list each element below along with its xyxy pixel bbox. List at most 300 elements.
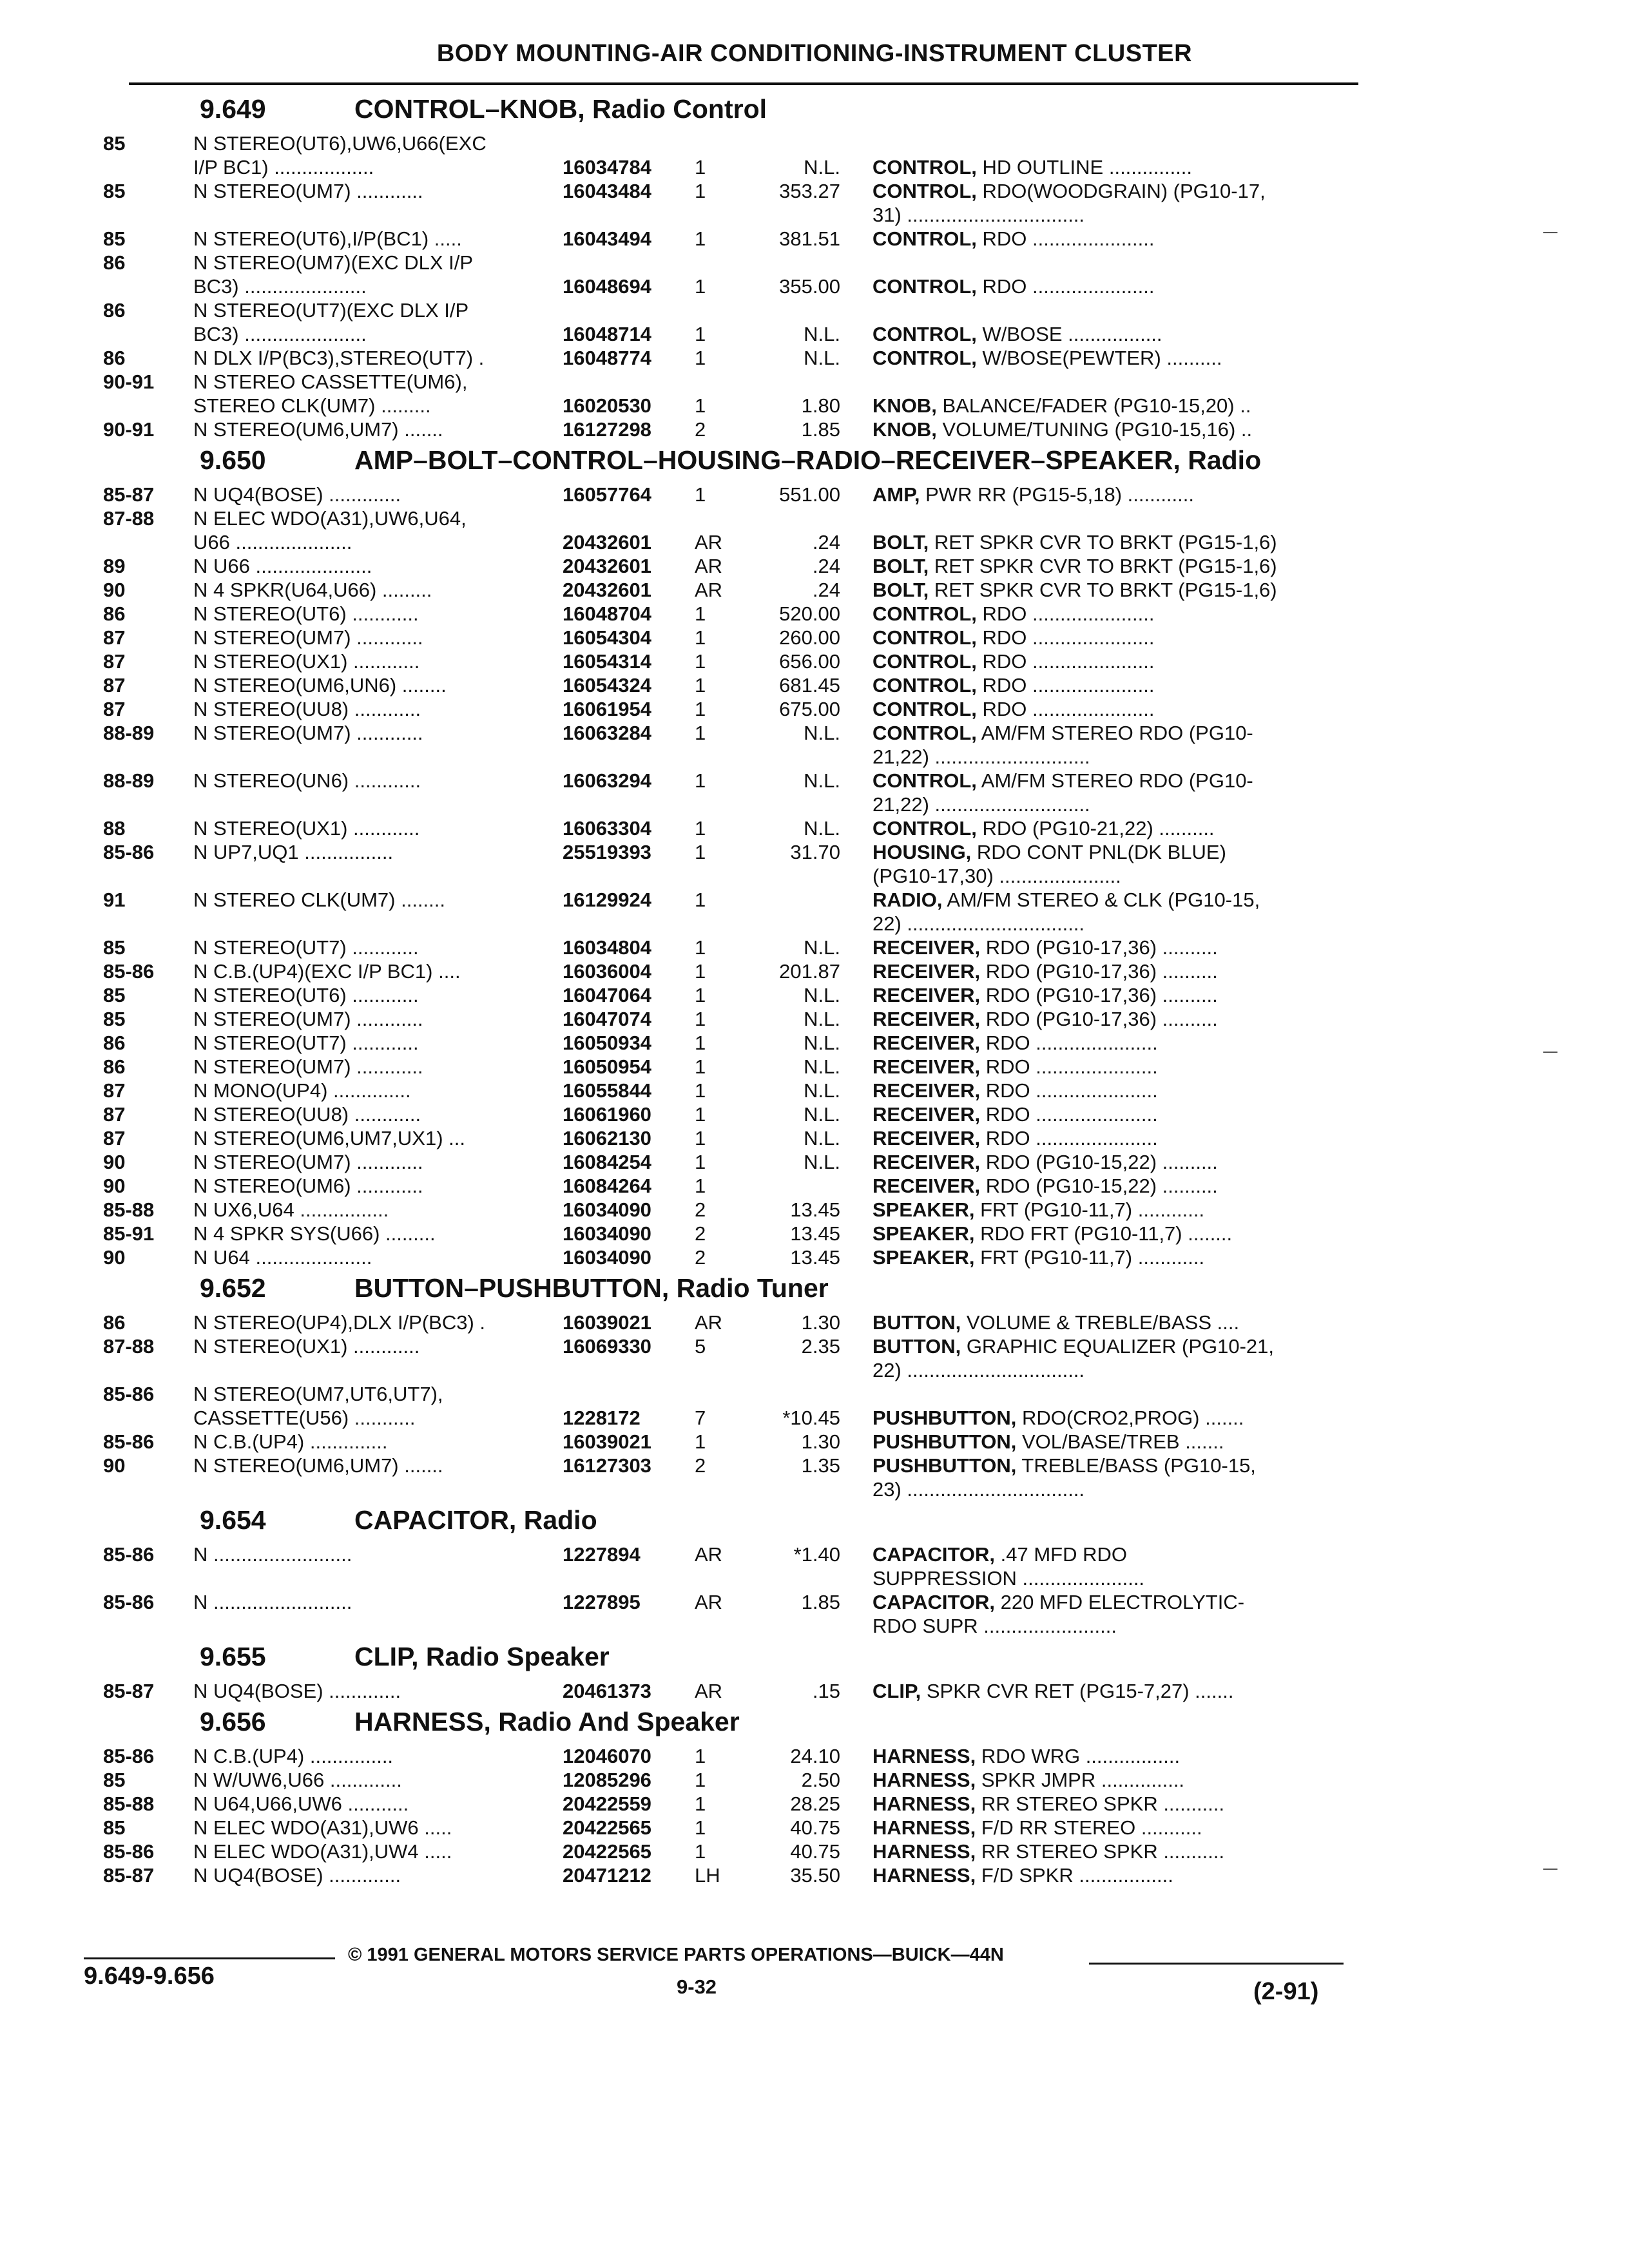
part-name-noun: RECEIVER, xyxy=(872,1079,981,1102)
header-rule xyxy=(129,82,1358,85)
part-name xyxy=(840,370,1379,418)
model-year: 85-86 xyxy=(103,841,155,863)
quantity: 1 xyxy=(695,1175,706,1197)
usage-description: N W/UW6,U66 ............. xyxy=(193,1769,402,1791)
part-name-detail: GRAPHIC EQUALIZER (PG10-21, 22) ................................ xyxy=(872,1335,1275,1381)
section-9-650 xyxy=(103,445,1379,1269)
part-name-noun: CAPACITOR, xyxy=(872,1543,996,1566)
part-row xyxy=(103,840,1379,888)
quantity: 1 xyxy=(695,1151,706,1173)
part-name xyxy=(840,483,1379,506)
parts-list xyxy=(103,90,1379,1887)
usage-description: N 4 SPKR(U64,U66) ......... xyxy=(193,579,432,601)
quantity: 1 xyxy=(695,650,706,673)
footer-revision: (2-91) xyxy=(1253,1978,1319,2005)
price: 1.85 xyxy=(801,1591,840,1613)
part-row xyxy=(103,673,1379,697)
price: 40.75 xyxy=(790,1840,840,1863)
price: .24 xyxy=(812,531,840,553)
part-name-noun: BUTTON, xyxy=(872,1311,961,1334)
part-name-noun: RECEIVER, xyxy=(872,1175,981,1197)
usage-description: N DLX I/P(BC3),STEREO(UT7) . xyxy=(193,347,485,369)
quantity: 1 xyxy=(695,1769,706,1791)
part-name xyxy=(840,1768,1379,1792)
part-name-detail: VOLUME & TREBLE/BASS .... xyxy=(961,1311,1240,1334)
part-name-noun: CONTROL, xyxy=(872,156,977,178)
part-number: 16061954 xyxy=(563,698,651,720)
model-year: 86 xyxy=(103,1311,126,1334)
model-year: 87 xyxy=(103,674,126,697)
part-row xyxy=(103,1007,1379,1031)
part-number: 20432601 xyxy=(563,531,651,553)
usage-description: N STEREO(UM6,UM7,UX1) ... xyxy=(193,1127,465,1149)
section-name: HARNESS, Radio And Speaker xyxy=(354,1707,740,1736)
price: 681.45 xyxy=(779,674,840,697)
part-name xyxy=(840,346,1379,370)
usage-description: N UQ4(BOSE) ............. xyxy=(193,1864,401,1887)
usage-description: N UX6,U64 ................ xyxy=(193,1198,389,1221)
quantity: 1 xyxy=(695,1055,706,1078)
model-year: 85-86 xyxy=(103,1591,155,1613)
part-row xyxy=(103,1245,1379,1269)
part-name-noun: RECEIVER, xyxy=(872,1127,981,1149)
usage-description: N U64,U66,UW6 ........... xyxy=(193,1792,409,1815)
price: N.L. xyxy=(804,1151,840,1173)
quantity: 1 xyxy=(695,698,706,720)
model-year: 90 xyxy=(103,579,126,601)
part-row xyxy=(103,179,1379,227)
section-title xyxy=(103,445,1379,480)
quantity: AR xyxy=(695,1311,723,1334)
part-name xyxy=(840,1174,1379,1198)
part-row xyxy=(103,1792,1379,1816)
part-name-detail: RDO ...................... xyxy=(976,698,1155,720)
part-name-noun: CONTROL, xyxy=(872,275,977,298)
quantity: 2 xyxy=(695,1454,706,1477)
part-number: 20422565 xyxy=(563,1840,651,1863)
part-row xyxy=(103,1454,1379,1501)
part-number: 20432601 xyxy=(563,579,651,601)
part-number: 16129924 xyxy=(563,889,651,911)
part-name-detail: RDO (PG10-21,22) .......... xyxy=(976,817,1215,840)
usage-description: N STEREO(UT6) ............ xyxy=(193,602,419,625)
model-year: 86 xyxy=(103,347,126,369)
price: 1.85 xyxy=(801,418,840,441)
usage-description: N C.B.(UP4)(EXC I/P BC1) .... xyxy=(193,960,461,983)
part-name xyxy=(840,554,1379,578)
price: N.L. xyxy=(804,984,840,1006)
part-row xyxy=(103,1768,1379,1792)
part-number: 16039021 xyxy=(563,1430,651,1453)
part-number: 16034784 xyxy=(563,156,651,178)
page-header: BODY MOUNTING-AIR CONDITIONING-INSTRUMENT CLUSTER xyxy=(436,40,1193,67)
quantity: 1 xyxy=(695,1816,706,1839)
model-year: 87 xyxy=(103,1103,126,1126)
part-number: 16034090 xyxy=(563,1198,651,1221)
part-row xyxy=(103,251,1379,298)
part-name-detail: RET SPKR CVR TO BRKT (PG15-1,6) xyxy=(929,555,1277,577)
quantity: 1 xyxy=(695,626,706,649)
price: 2.35 xyxy=(801,1335,840,1358)
part-row xyxy=(103,554,1379,578)
model-year: 90 xyxy=(103,1454,126,1477)
model-year: 85-88 xyxy=(103,1198,155,1221)
part-number: 16063304 xyxy=(563,817,651,840)
part-name-detail: W/BOSE(PEWTER) .......... xyxy=(976,347,1222,369)
part-name-noun: CONTROL, xyxy=(872,323,977,345)
quantity: 1 xyxy=(695,960,706,983)
part-name xyxy=(840,1031,1379,1055)
usage-description: N STEREO(UU8) ............ xyxy=(193,698,421,720)
part-number: 16048774 xyxy=(563,347,651,369)
part-number: 16034090 xyxy=(563,1246,651,1269)
part-name-detail: RDO ...................... xyxy=(976,227,1155,250)
section-number: 9.654 xyxy=(200,1505,266,1535)
part-number: 20422559 xyxy=(563,1792,651,1815)
model-year: 85-86 xyxy=(103,1840,155,1863)
price: .24 xyxy=(812,555,840,577)
price: 355.00 xyxy=(779,275,840,298)
usage-description: N STEREO(UM7) ............ xyxy=(193,180,423,202)
usage-description: N STEREO(UT6),I/P(BC1) ..... xyxy=(193,227,462,250)
part-name xyxy=(840,578,1379,602)
part-number: 16063294 xyxy=(563,769,651,792)
part-name-detail: RDO ...................... xyxy=(976,602,1155,625)
quantity: 1 xyxy=(695,394,706,417)
quantity: 2 xyxy=(695,1198,706,1221)
part-name-noun: BOLT, xyxy=(872,579,929,601)
part-name-noun: RECEIVER, xyxy=(872,1151,981,1173)
part-name-noun: CONTROL, xyxy=(872,769,977,792)
model-year: 89 xyxy=(103,555,126,577)
usage-description: N STEREO(UU8) ............ xyxy=(193,1103,421,1126)
part-name-detail: RR STEREO SPKR ........... xyxy=(976,1840,1225,1863)
quantity: LH xyxy=(695,1864,720,1887)
part-row xyxy=(103,483,1379,506)
price: 1.30 xyxy=(801,1311,840,1334)
price: 201.87 xyxy=(779,960,840,983)
part-number: 16043484 xyxy=(563,180,651,202)
part-row xyxy=(103,131,1379,179)
usage-description: N STEREO(UT6) ............ xyxy=(193,984,419,1006)
price: 24.10 xyxy=(790,1745,840,1767)
part-name-noun: RECEIVER, xyxy=(872,1103,981,1126)
part-row xyxy=(103,721,1379,769)
part-name xyxy=(840,1222,1379,1245)
part-name xyxy=(840,1126,1379,1150)
quantity: 2 xyxy=(695,1246,706,1269)
model-year: 85 xyxy=(103,1816,126,1839)
part-name-detail: RDO ...................... xyxy=(976,626,1155,649)
model-year: 87-88 xyxy=(103,507,155,530)
price: N.L. xyxy=(804,1055,840,1078)
part-row xyxy=(103,1102,1379,1126)
part-name xyxy=(840,1198,1379,1222)
part-name-detail: RDO ...................... xyxy=(980,1032,1158,1054)
part-row xyxy=(103,1542,1379,1590)
price: 381.51 xyxy=(779,227,840,250)
part-name xyxy=(840,1679,1379,1703)
part-name-detail: TREBLE/BASS (PG10-15, 23) ................................ xyxy=(872,1454,1256,1501)
quantity: AR xyxy=(695,1591,723,1613)
part-name xyxy=(840,936,1379,959)
usage-description: N C.B.(UP4) ............... xyxy=(193,1745,394,1767)
quantity: 1 xyxy=(695,180,706,202)
section-name: AMP–BOLT–CONTROL–HOUSING–RADIO–RECEIVER–SPEAKER, Radio xyxy=(354,445,1262,475)
part-number: 16054324 xyxy=(563,674,651,697)
usage-description: N STEREO(UN6) ............ xyxy=(193,769,421,792)
quantity: 1 xyxy=(695,1032,706,1054)
part-name-detail: RDO ...................... xyxy=(976,275,1155,298)
usage-description: N UQ4(BOSE) ............. xyxy=(193,1680,401,1702)
part-row xyxy=(103,1334,1379,1382)
part-name-noun: CONTROL, xyxy=(872,347,977,369)
part-name xyxy=(840,649,1379,673)
model-year: 86 xyxy=(103,1055,126,1078)
price: N.L. xyxy=(804,1008,840,1030)
part-row xyxy=(103,1055,1379,1079)
price: 1.30 xyxy=(801,1430,840,1453)
usage-description: N UQ4(BOSE) ............. xyxy=(193,483,401,506)
usage-description: N STEREO(UM7) ............ xyxy=(193,1008,423,1030)
part-name xyxy=(840,626,1379,649)
quantity: AR xyxy=(695,1543,723,1566)
price: *10.45 xyxy=(782,1407,840,1429)
quantity: 1 xyxy=(695,1840,706,1863)
part-number: 16069330 xyxy=(563,1335,651,1358)
part-number: 20432601 xyxy=(563,555,651,577)
part-number: 16054314 xyxy=(563,650,651,673)
model-year: 85-88 xyxy=(103,1792,155,1815)
usage-description: N MONO(UP4) .............. xyxy=(193,1079,411,1102)
price: .24 xyxy=(812,579,840,601)
part-row xyxy=(103,602,1379,626)
section-number: 9.650 xyxy=(200,445,266,475)
part-name-detail: RDO (PG10-17,36) .......... xyxy=(980,960,1218,983)
part-name xyxy=(840,673,1379,697)
part-name xyxy=(840,1430,1379,1454)
price: N.L. xyxy=(804,156,840,178)
part-number: 16061960 xyxy=(563,1103,651,1126)
part-name-noun: BOLT, xyxy=(872,555,929,577)
model-year: 86 xyxy=(103,299,126,322)
part-row xyxy=(103,370,1379,418)
margin-mark xyxy=(1543,1052,1557,1053)
part-name-noun: CONTROL, xyxy=(872,722,977,744)
quantity: AR xyxy=(695,555,723,577)
part-row xyxy=(103,626,1379,649)
margin-mark xyxy=(1543,1869,1557,1870)
part-number: 25519393 xyxy=(563,841,651,863)
usage-description: N STEREO(UM6,UN6) ........ xyxy=(193,674,447,697)
part-number: 16050954 xyxy=(563,1055,651,1078)
quantity: 1 xyxy=(695,889,706,911)
footer-rule-left xyxy=(84,1957,335,1959)
part-row xyxy=(103,1863,1379,1887)
usage-description: N STEREO(UM7,UT6,UT7), CASSETTE(U56) ........... xyxy=(193,1383,443,1429)
part-name xyxy=(840,1744,1379,1768)
part-number: 16020530 xyxy=(563,394,651,417)
part-name-noun: CONTROL, xyxy=(872,817,977,840)
section-9-654 xyxy=(103,1505,1379,1638)
price: 353.27 xyxy=(779,180,840,202)
quantity: 1 xyxy=(695,1430,706,1453)
part-name-detail: RDO ...................... xyxy=(980,1103,1158,1126)
model-year: 86 xyxy=(103,602,126,625)
model-year: 85 xyxy=(103,984,126,1006)
part-number: 16034090 xyxy=(563,1222,651,1245)
part-name-detail: RDO (PG10-15,22) .......... xyxy=(980,1151,1218,1173)
part-name-detail: W/BOSE ................. xyxy=(976,323,1162,345)
part-name-detail: 220 MFD ELECTROLYTIC- RDO SUPR ........................ xyxy=(872,1591,1245,1637)
usage-description: N UP7,UQ1 ................ xyxy=(193,841,394,863)
model-year: 85-87 xyxy=(103,1864,155,1887)
section-title xyxy=(103,1642,1379,1677)
model-year: 87-88 xyxy=(103,1335,155,1358)
price: 260.00 xyxy=(779,626,840,649)
usage-description: N ......................... xyxy=(193,1543,352,1566)
part-number: 1227894 xyxy=(563,1543,641,1566)
part-name xyxy=(840,1311,1379,1334)
model-year: 85-87 xyxy=(103,1680,155,1702)
part-name-detail: RDO ...................... xyxy=(980,1127,1158,1149)
part-name-detail: FRT (PG10-11,7) ............ xyxy=(974,1198,1205,1221)
part-name-detail: RDO ...................... xyxy=(980,1055,1158,1078)
part-name-noun: RECEIVER, xyxy=(872,960,981,983)
model-year: 85-86 xyxy=(103,960,155,983)
part-name xyxy=(840,959,1379,983)
part-number: 16063284 xyxy=(563,722,651,744)
part-number: 12046070 xyxy=(563,1745,651,1767)
usage-description: N STEREO(UT7) ............ xyxy=(193,936,419,959)
part-name-detail: VOLUME/TUNING (PG10-15,16) .. xyxy=(936,418,1253,441)
quantity: 5 xyxy=(695,1335,706,1358)
part-name-detail: PWR RR (PG15-5,18) ............ xyxy=(920,483,1194,506)
part-row xyxy=(103,769,1379,816)
part-row xyxy=(103,936,1379,959)
price: .15 xyxy=(812,1680,840,1702)
usage-description: N STEREO(UM6) ............ xyxy=(193,1175,423,1197)
part-row xyxy=(103,1222,1379,1245)
quantity: 1 xyxy=(695,227,706,250)
part-name xyxy=(840,1334,1379,1382)
model-year: 85 xyxy=(103,227,126,250)
usage-description: N STEREO CLK(UM7) ........ xyxy=(193,889,445,911)
part-row xyxy=(103,418,1379,441)
footer-rule-right xyxy=(1089,1963,1344,1965)
part-row xyxy=(103,346,1379,370)
price: 40.75 xyxy=(790,1816,840,1839)
part-name-detail: RDO CONT PNL(DK BLUE) (PG10-17,30) ...................... xyxy=(872,841,1226,887)
model-year: 85 xyxy=(103,936,126,959)
part-row xyxy=(103,959,1379,983)
part-row xyxy=(103,1031,1379,1055)
price: N.L. xyxy=(804,323,840,345)
model-year: 91 xyxy=(103,889,126,911)
part-number: 16036004 xyxy=(563,960,651,983)
part-number: 16047064 xyxy=(563,984,651,1006)
model-year: 87 xyxy=(103,1127,126,1149)
part-name xyxy=(840,1102,1379,1126)
model-year: 90 xyxy=(103,1175,126,1197)
part-row xyxy=(103,649,1379,673)
model-year: 90 xyxy=(103,1246,126,1269)
part-row xyxy=(103,1311,1379,1334)
model-year: 85 xyxy=(103,1769,126,1791)
quantity: 7 xyxy=(695,1407,706,1429)
part-name-detail: RDO FRT (PG10-11,7) ........ xyxy=(974,1222,1233,1245)
part-name-noun: BOLT, xyxy=(872,531,929,553)
quantity: 1 xyxy=(695,1079,706,1102)
quantity: 1 xyxy=(695,1127,706,1149)
part-row xyxy=(103,1590,1379,1638)
part-name-noun: CONTROL, xyxy=(872,180,977,202)
usage-description: N ELEC WDO(A31),UW6 ..... xyxy=(193,1816,452,1839)
model-year: 86 xyxy=(103,1032,126,1054)
price: N.L. xyxy=(804,1127,840,1149)
quantity: 1 xyxy=(695,769,706,792)
part-name xyxy=(840,1079,1379,1102)
part-name-noun: RECEIVER, xyxy=(872,936,981,959)
part-row xyxy=(103,1198,1379,1222)
part-row xyxy=(103,1150,1379,1174)
usage-description: N STEREO CASSETTE(UM6), STEREO CLK(UM7) ......... xyxy=(193,370,468,417)
part-row xyxy=(103,298,1379,346)
footer-copyright: © 1991 GENERAL MOTORS SERVICE PARTS OPERATIONS—BUICK—44N xyxy=(348,1945,1004,1965)
part-number: 16084254 xyxy=(563,1151,651,1173)
part-number: 16055844 xyxy=(563,1079,651,1102)
part-name xyxy=(840,506,1379,554)
usage-description: N STEREO(UX1) ............ xyxy=(193,817,420,840)
part-name-noun: CONTROL, xyxy=(872,674,977,697)
part-name-noun: SPEAKER, xyxy=(872,1246,975,1269)
part-name xyxy=(840,227,1379,251)
quantity: 1 xyxy=(695,1745,706,1767)
part-row xyxy=(103,1679,1379,1703)
part-number: 16047074 xyxy=(563,1008,651,1030)
part-name-detail: F/D SPKR ................. xyxy=(976,1864,1173,1887)
part-name-noun: RECEIVER, xyxy=(872,1055,981,1078)
part-row xyxy=(103,1382,1379,1430)
part-name-noun: KNOB, xyxy=(872,394,937,417)
price: 1.80 xyxy=(801,394,840,417)
part-name xyxy=(840,721,1379,769)
part-name-noun: HARNESS, xyxy=(872,1864,976,1887)
usage-description: N ELEC WDO(A31),UW6,U64, U66 ..................... xyxy=(193,507,467,553)
part-row xyxy=(103,1430,1379,1454)
usage-description: N STEREO(UM7)(EXC DLX I/P BC3) ...................... xyxy=(193,251,474,298)
price: N.L. xyxy=(804,817,840,840)
part-name-noun: HARNESS, xyxy=(872,1769,976,1791)
price: 13.45 xyxy=(790,1222,840,1245)
part-name xyxy=(840,1382,1379,1430)
part-number: 12085296 xyxy=(563,1769,651,1791)
part-name-detail: RDO (PG10-17,36) .......... xyxy=(980,1008,1218,1030)
part-name-detail: RDO ...................... xyxy=(976,674,1155,697)
price: N.L. xyxy=(804,936,840,959)
part-name xyxy=(840,1150,1379,1174)
price: N.L. xyxy=(804,1079,840,1102)
part-name xyxy=(840,1245,1379,1269)
part-name-noun: HARNESS, xyxy=(872,1840,976,1863)
part-name-detail: RDO(WOODGRAIN) (PG10-17, 31) ................................ xyxy=(872,180,1266,226)
quantity: 1 xyxy=(695,323,706,345)
part-name-detail: RDO (PG10-17,36) .......... xyxy=(980,936,1218,959)
section-name: CLIP, Radio Speaker xyxy=(354,1642,610,1671)
part-number: 16054304 xyxy=(563,626,651,649)
usage-description: N STEREO(UT7) ............ xyxy=(193,1032,419,1054)
part-row xyxy=(103,1744,1379,1768)
